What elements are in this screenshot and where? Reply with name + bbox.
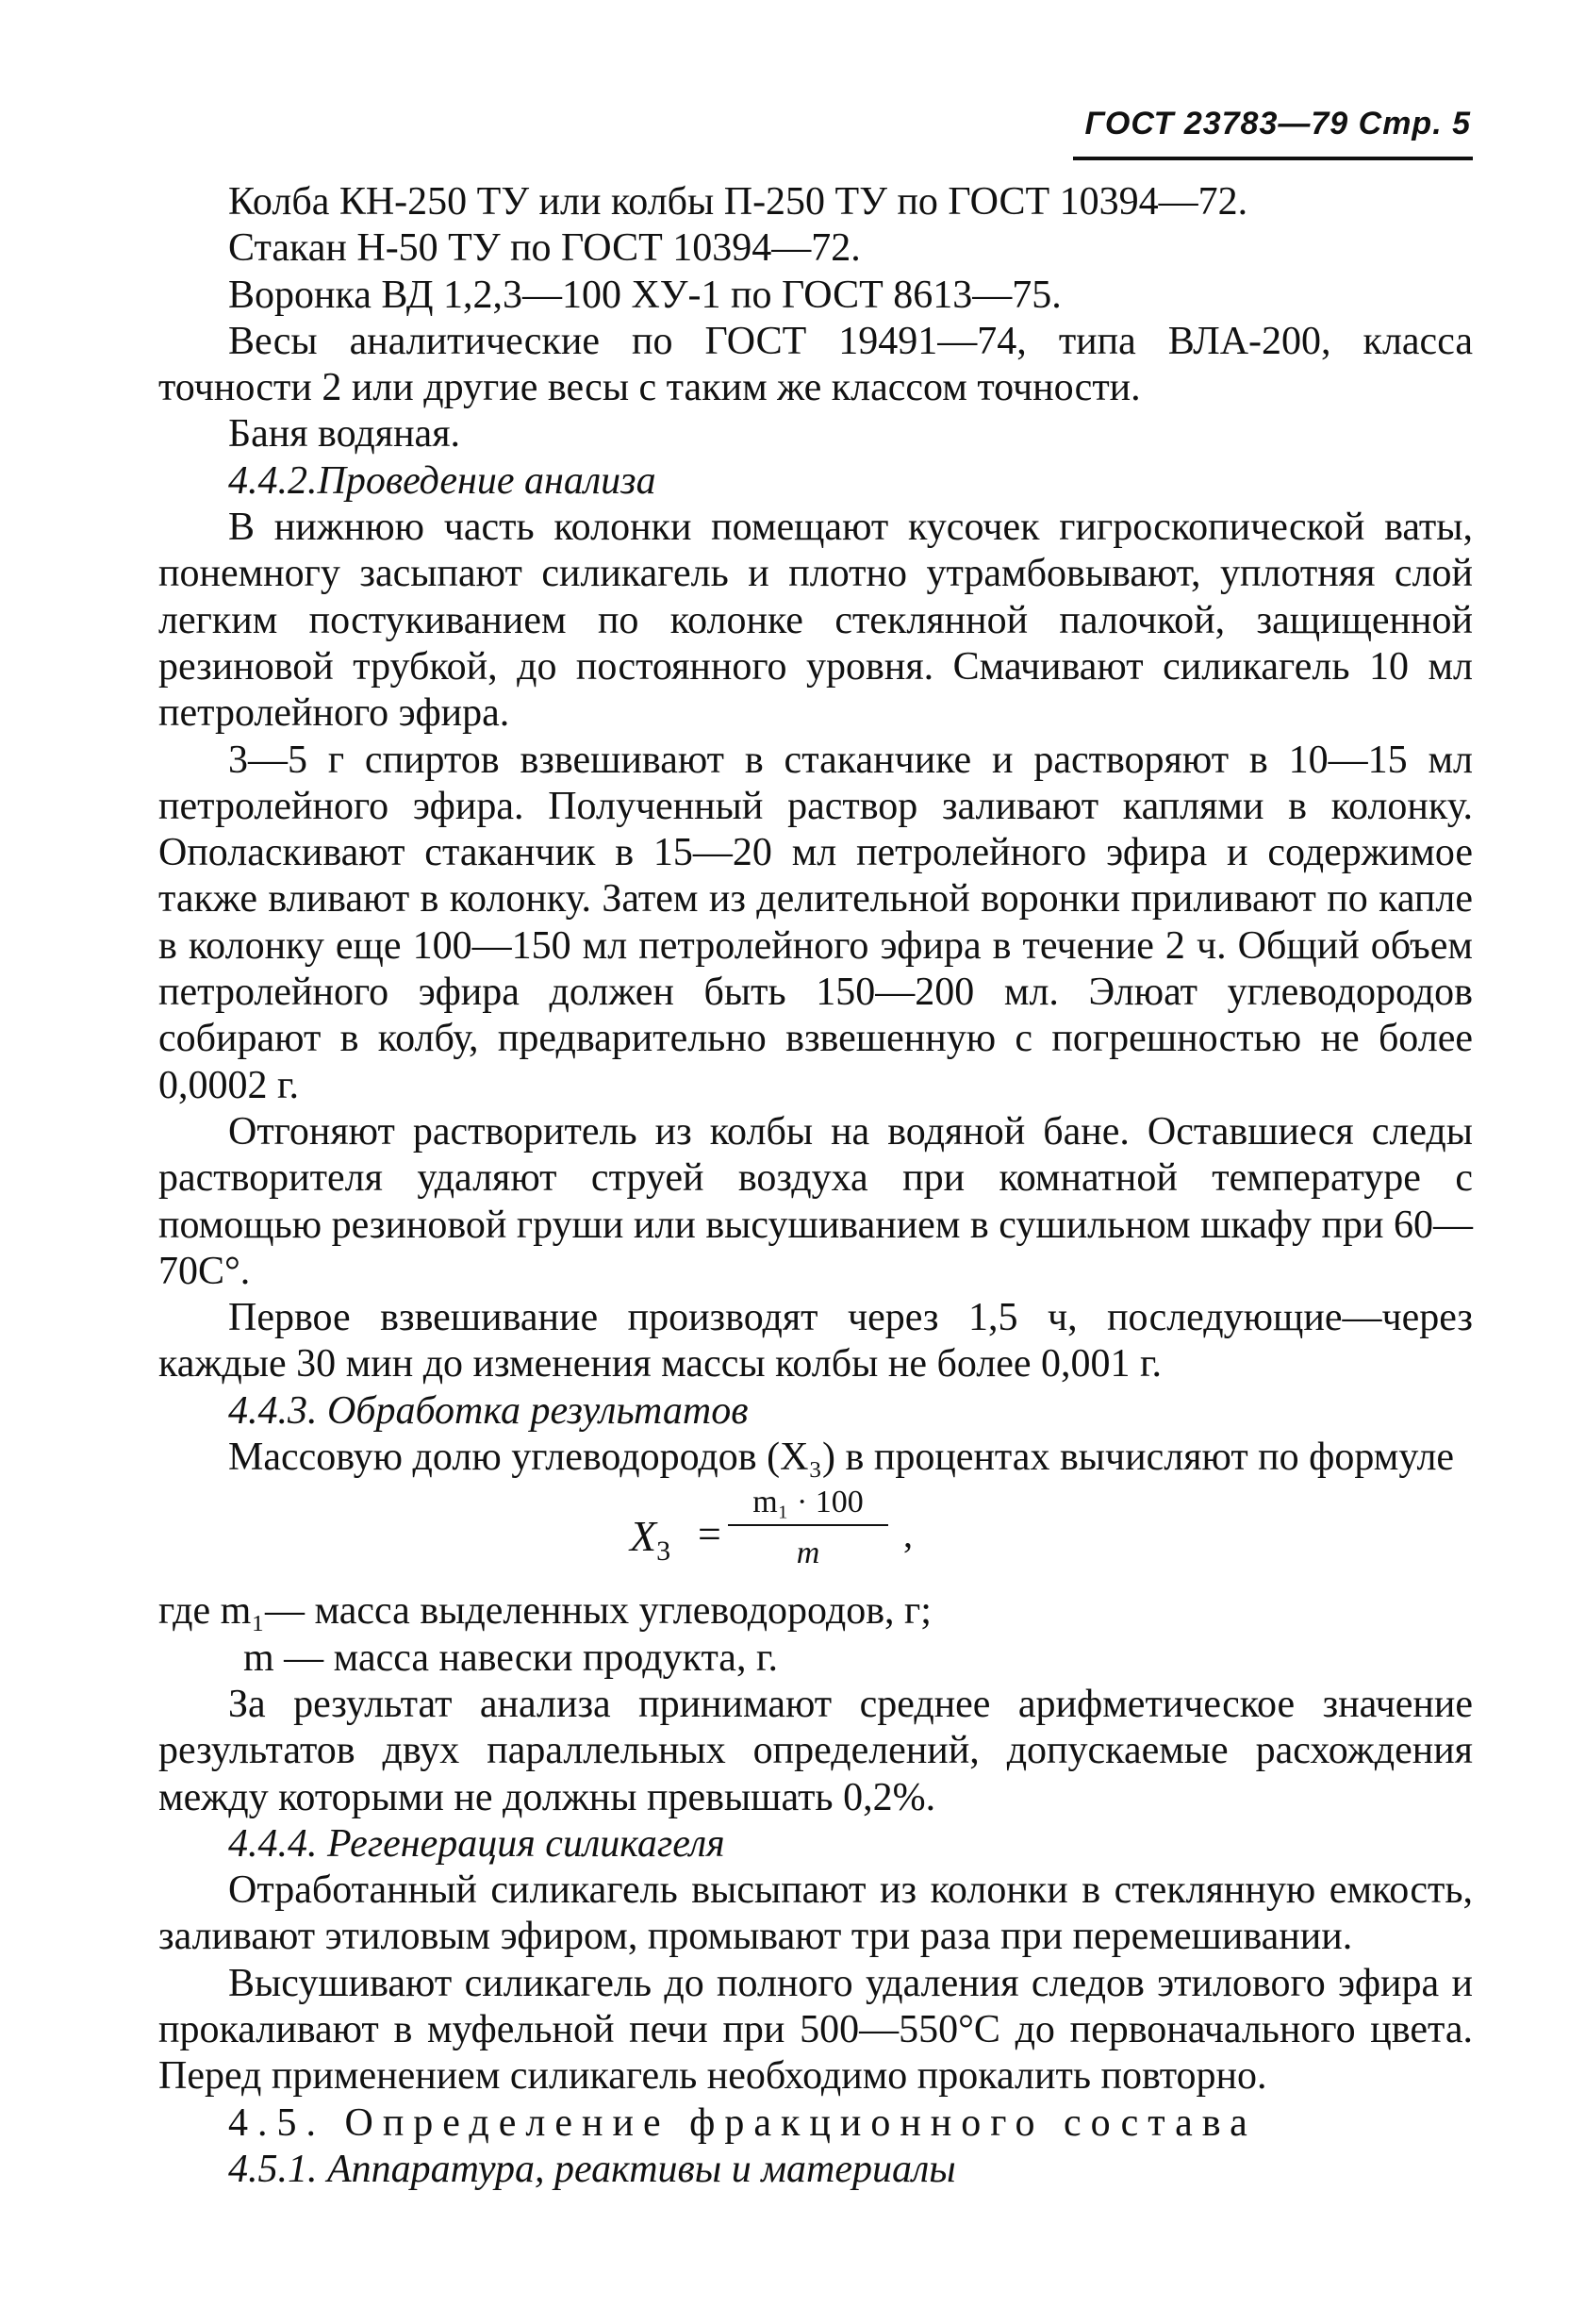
section-4-4-3-heading: 4.4.3. Обработка результатов	[228, 1388, 749, 1433]
definition-m1: где m₁— масса выделенных углеводородов, г;	[158, 1589, 932, 1634]
paragraph-formula-intro: Массовую долю углеводородов (X₃) в процентах вычисляют по формуле	[228, 1436, 1455, 1480]
formula-lhs: $X_3$	[630, 1512, 671, 1568]
formula-x3	[158, 1485, 1473, 1585]
paragraph-solvent-removal: Отгоняют растворитель из колбы на водяной бане. Оставшиеся следы растворителя удаляют струей воздуха при комнатной температуре с помощью резиновой груши или высушиванием в сушильном шкафу при 60—70С°.	[158, 1109, 1473, 1293]
paragraph-scales: Весы аналитические по ГОСТ 19491—74, типа ВЛА-200, класса точности 2 или другие весы с таким же классом точности.	[158, 319, 1473, 410]
line-funnel: Воронка ВД 1,2,3—100 ХУ-1 по ГОСТ 8613—75.	[228, 273, 1062, 317]
section-4-5-heading: 4.5. Определение фракционного состава	[228, 2100, 1257, 2145]
paragraph-column-prep: В нижнюю часть колонки помещают кусочек гигроскопической ваты, понемногу засыпают силикагель и плотно утрамбовывают, уплотняя слой легким постукиванием по колонке стеклянной палочкой, защищенной резиновой трубкой, до постоянного уровня. Смачивают силикагель 10 мл петролейного эфира.	[158, 506, 1473, 736]
formula-comma: ,	[903, 1513, 913, 1556]
section-4-4-4-heading: 4.4.4. Регенерация силикагеля	[228, 1821, 725, 1866]
section-4-4-2-heading: 4.4.2.Проведение анализа	[228, 458, 656, 503]
paragraph-drying: Высушивают силикагель до полного удаления следов этилового эфира и прокаливают в муфельной печи при 500—550°С до первоначального цвета. Перед применением силикагель необходимо прокалить повторно.	[158, 1961, 1473, 2099]
paragraph-weighing: Первое взвешивание производят через 1,5 ч, последующие—через каждые 30 мин до изменения массы колбы не более 0,001 г.	[158, 1296, 1473, 1386]
line-beaker: Стакан Н-50 ТУ по ГОСТ 10394—72.	[228, 226, 861, 271]
formula-numerator: m₁ · 100	[752, 1485, 864, 1520]
formula-fraction-bar	[728, 1524, 888, 1526]
paragraph-sample-elution: 3—5 г спиртов взвешивают в стаканчике и растворяют в 10—15 мл петролейного эфира. Полученный раствор заливают каплями в колонку. Ополаскивают стаканчик в 15—20 мл петролейного эфира и содержимое также вливают в колонку. Затем из делительной воронки приливают по капле в колонку еще 100—150 мл петролейного эфира в течение 2 ч. Общий объем петролейного эфира должен быть 150—200 мл. Элюат углеводородов собирают в колбу, предварительно взвешенную с погрешностью не более 0,0002 г.	[158, 738, 1473, 1107]
formula-denominator: m	[796, 1536, 820, 1571]
formula-equals: =	[698, 1511, 721, 1558]
page-header: ГОСТ 23783—79 Стр. 5	[1084, 106, 1471, 141]
section-4-5-1-heading: 4.5.1. Аппаратура, реактивы и материалы	[228, 2147, 956, 2191]
header-rule	[1073, 157, 1473, 160]
line-flask: Колба КН-250 ТУ или колбы П-250 ТУ по ГОСТ 10394—72.	[228, 180, 1248, 224]
definition-m: m — масса навески продукта, г.	[243, 1635, 778, 1680]
document-body	[158, 179, 1473, 2193]
paragraph-regeneration: Отработанный силикагель высыпают из колонки в стеклянную емкость, заливают этиловым эфиром, промывают три раза при перемешивании.	[158, 1868, 1473, 1959]
paragraph-result: За результат анализа принимают среднее арифметическое значение результатов двух параллельных определений, допускаемые расхождения между которыми не должны превышать 0,2%.	[158, 1682, 1473, 1819]
line-water-bath: Баня водяная.	[228, 412, 461, 456]
